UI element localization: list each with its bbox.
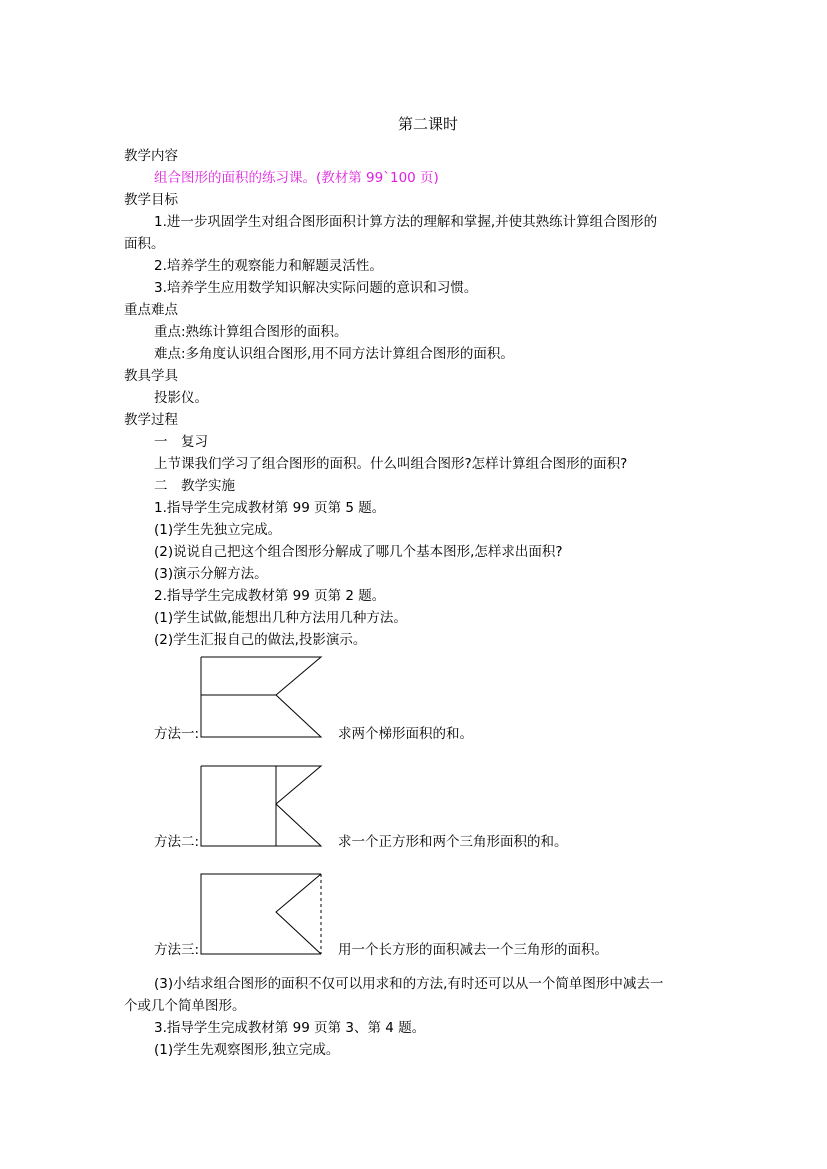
method-2-figure	[199, 764, 324, 849]
step-2-sub-3-line-1: (3)小结求组合图形的面积不仅可以用求和的方法,有时还可以从一个简单图形中减去一	[154, 976, 664, 992]
heading-tools: 教具学具	[124, 368, 178, 384]
method-1-figure	[199, 655, 324, 740]
method-2-description: 求一个正方形和两个三角形面积的和。	[338, 834, 568, 850]
goal-2: 2.培养学生的观察能力和解题灵活性。	[154, 258, 383, 274]
step-1-sub-3: (3)演示分解方法。	[154, 566, 268, 582]
step-1: 1.指导学生完成教材第 99 页第 5 题。	[154, 500, 386, 516]
step-2-sub-2: (2)学生汇报自己的做法,投影演示。	[154, 632, 367, 648]
method-3-label: 方法三:	[154, 942, 200, 958]
goal-1-line-1: 1.进一步巩固学生对组合图形面积计算方法的理解和掌握,并使其熟练计算组合图形的	[154, 214, 658, 230]
step-2: 2.指导学生完成教材第 99 页第 2 题。	[154, 588, 386, 604]
step-2-sub-1: (1)学生试做,能想出几种方法用几种方法。	[154, 610, 407, 626]
page-title: 第二课时	[398, 115, 459, 133]
key-point: 重点:熟练计算组合图形的面积。	[154, 324, 348, 340]
review-text: 上节课我们学习了组合图形的面积。什么叫组合图形?怎样计算组合图形的面积?	[154, 456, 628, 472]
step-3-sub-1: (1)学生先观察图形,独立完成。	[154, 1042, 340, 1058]
step-2-sub-3-line-2: 个或几个简单图形。	[124, 998, 246, 1014]
method-2-outline	[201, 766, 321, 846]
heading-goals: 教学目标	[124, 192, 178, 208]
heading-content: 教学内容	[124, 148, 178, 164]
step-3: 3.指导学生完成教材第 99 页第 3、第 4 题。	[154, 1020, 426, 1036]
method-3-outline	[201, 874, 321, 954]
step-1-sub-1: (1)学生先独立完成。	[154, 522, 282, 538]
review-heading: 一 复习	[154, 434, 208, 450]
goal-1-line-2: 面积。	[124, 236, 165, 252]
method-3-description: 用一个长方形的面积减去一个三角形的面积。	[338, 942, 608, 958]
method-2-label: 方法二:	[154, 834, 200, 850]
heading-key-points: 重点难点	[124, 302, 178, 318]
goal-3: 3.培养学生应用数学知识解决实际问题的意识和习惯。	[154, 280, 478, 296]
heading-process: 教学过程	[124, 412, 178, 428]
method-1-outline	[201, 657, 321, 737]
difficult-point: 难点:多角度认识组合图形,用不同方法计算组合图形的面积。	[154, 346, 514, 362]
step-1-sub-2: (2)说说自己把这个组合图形分解成了哪几个基本图形,怎样求出面积?	[154, 544, 563, 560]
method-3-notch	[276, 874, 321, 954]
method-3-figure	[199, 872, 324, 957]
content-text: 组合图形的面积的练习课。(教材第 99`100 页)	[154, 170, 439, 186]
tools-text: 投影仪。	[154, 390, 208, 406]
method-1-label: 方法一:	[154, 726, 200, 742]
implementation-heading: 二 教学实施	[154, 478, 235, 494]
method-1-description: 求两个梯形面积的和。	[338, 726, 473, 742]
